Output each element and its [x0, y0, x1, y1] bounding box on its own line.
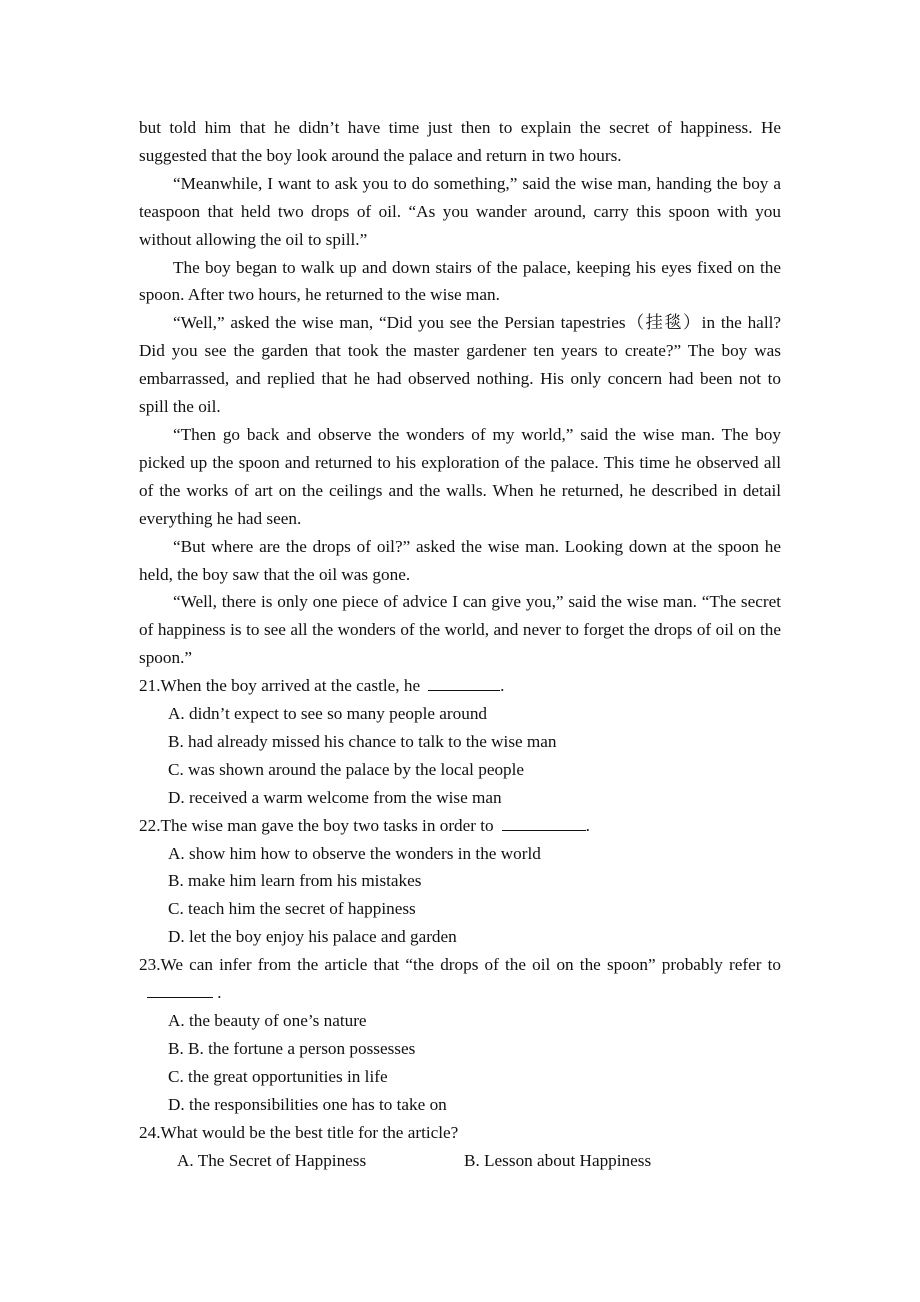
passage-paragraph-4: “Well,” asked the wise man, “Did you see the Persian tapestries（挂毯）in the hall? Did you see the garden that took the master gardener ten years to create?” The boy was embarrassed, and replied that he had observed nothing. His only concern had been not to spill the oil. [139, 313, 781, 417]
question-21-option-b: B. had already missed his chance to talk to the wise man [168, 731, 557, 751]
answer-blank [147, 979, 213, 998]
question-21-stem: 21.When the boy arrived at the castle, he [139, 676, 421, 696]
question-21 [139, 672, 781, 812]
passage-paragraph-5: “Then go back and observe the wonders of my world,” said the wise man. The boy picked up the spoon and returned to his exploration of the palace. This time he observed all of the works of art on the ceilings and the walls. When he returned, he described in detail everything he had seen. [139, 424, 781, 528]
question-23 [139, 951, 781, 1118]
question-24-options [139, 1147, 781, 1175]
question-22-option-d: D. let the boy enjoy his palace and garden [168, 927, 457, 947]
question-21-end: . [500, 676, 505, 696]
question-23-option-b: B. B. the fortune a person possesses [168, 1038, 416, 1058]
question-22-option-a: A. show him how to observe the wonders in the world [168, 843, 541, 863]
passage-paragraph-6: “But where are the drops of oil?” asked the wise man. Looking down at the spoon he held, the boy saw that the oil was gone. [139, 536, 781, 584]
passage-paragraph-1: but told him that he didn’t have time just then to explain the secret of happiness. He suggested that the boy look around the palace and return in two hours. [139, 118, 781, 165]
question-22-option-c: C. teach him the secret of happiness [168, 899, 416, 919]
question-24 [139, 1119, 781, 1175]
passage-paragraph-2: “Meanwhile, I want to ask you to do something,” said the wise man, handing the boy a teaspoon that held two drops of oil. “As you wander around, carry this spoon with you without allowing the oil to spill.” [139, 173, 781, 249]
question-stem [139, 951, 781, 1007]
question-22-end: . [585, 815, 590, 835]
answer-blank [428, 672, 500, 691]
question-23-option-a: A. the beauty of one’s nature [168, 1011, 367, 1030]
question-22 [139, 812, 781, 952]
answer-blank [502, 812, 586, 831]
question-stem [139, 812, 781, 840]
question-24-stem: 24.What would be the best title for the article? [139, 1122, 459, 1142]
page-body [139, 114, 781, 1174]
question-22-option-b: B. make him learn from his mistakes [168, 871, 422, 891]
question-23-option-d: D. the responsibilities one has to take on [168, 1094, 447, 1114]
question-24-option-a: A. The Secret of Happiness [177, 1150, 367, 1170]
passage-paragraph-3: The boy began to walk up and down stairs of the palace, keeping his eyes fixed on the spoon. After two hours, he returned to the wise man. [139, 257, 781, 305]
question-24-option-b: B. Lesson about Happiness [464, 1150, 652, 1170]
question-23-stem: 23.We can infer from the article that “the drops of the oil on the spoon” probably refer to [139, 955, 781, 975]
question-stem [139, 672, 781, 700]
question-22-stem: 22.The wise man gave the boy two tasks in order to [139, 815, 494, 835]
question-23-option-c: C. the great opportunities in life [168, 1066, 388, 1086]
question-21-option-a: A. didn’t expect to see so many people around [168, 704, 488, 724]
question-21-option-c: C. was shown around the palace by the local people [168, 759, 525, 779]
question-23-end: . [217, 983, 222, 1003]
passage-paragraph-7: “Well, there is only one piece of advice I can give you,” said the wise man. “The secret of happiness is to see all the wonders of the world, and never to forget the drops of oil on the spoon.” [139, 592, 781, 668]
question-21-option-d: D. received a warm welcome from the wise man [168, 787, 502, 807]
